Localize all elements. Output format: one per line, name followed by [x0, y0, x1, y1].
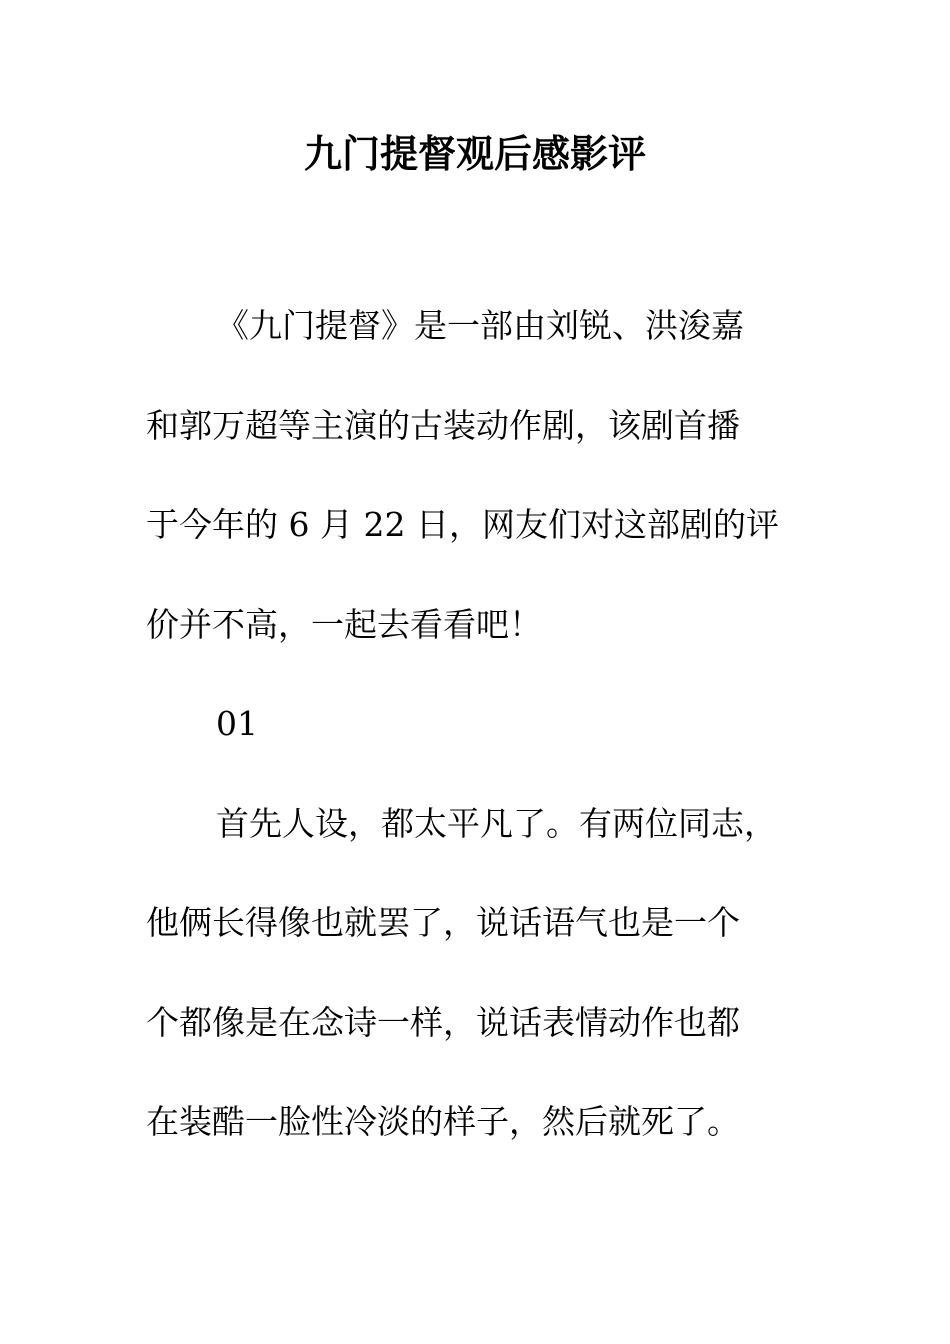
section-number: 01 — [216, 704, 258, 743]
paragraph2-line-3: 个都像是在念诗一样，说话表情动作也都 — [146, 1003, 740, 1042]
paragraph1-line-2: 和郭万超等主演的古装动作剧，该剧首播 — [146, 406, 740, 445]
paragraph1-line-1: 《九门提督》是一部由刘锐、洪浚嘉 — [216, 306, 744, 345]
paragraph1-line-3: 于今年的 6 月 22 日，网友们对这部剧的评 — [146, 505, 779, 544]
paragraph2-line-1: 首先人设，都太平凡了。有两位同志， — [216, 804, 777, 843]
paragraph1-line-4: 价并不高，一起去看看吧！ — [146, 605, 542, 644]
document-title: 九门提督观后感影评 — [303, 131, 646, 176]
paragraph2-line-2: 他俩长得像也就罢了，说话语气也是一个 — [146, 903, 740, 942]
paragraph2-line-4: 在装酷一脸性冷淡的样子，然后就死了。 — [146, 1102, 740, 1141]
